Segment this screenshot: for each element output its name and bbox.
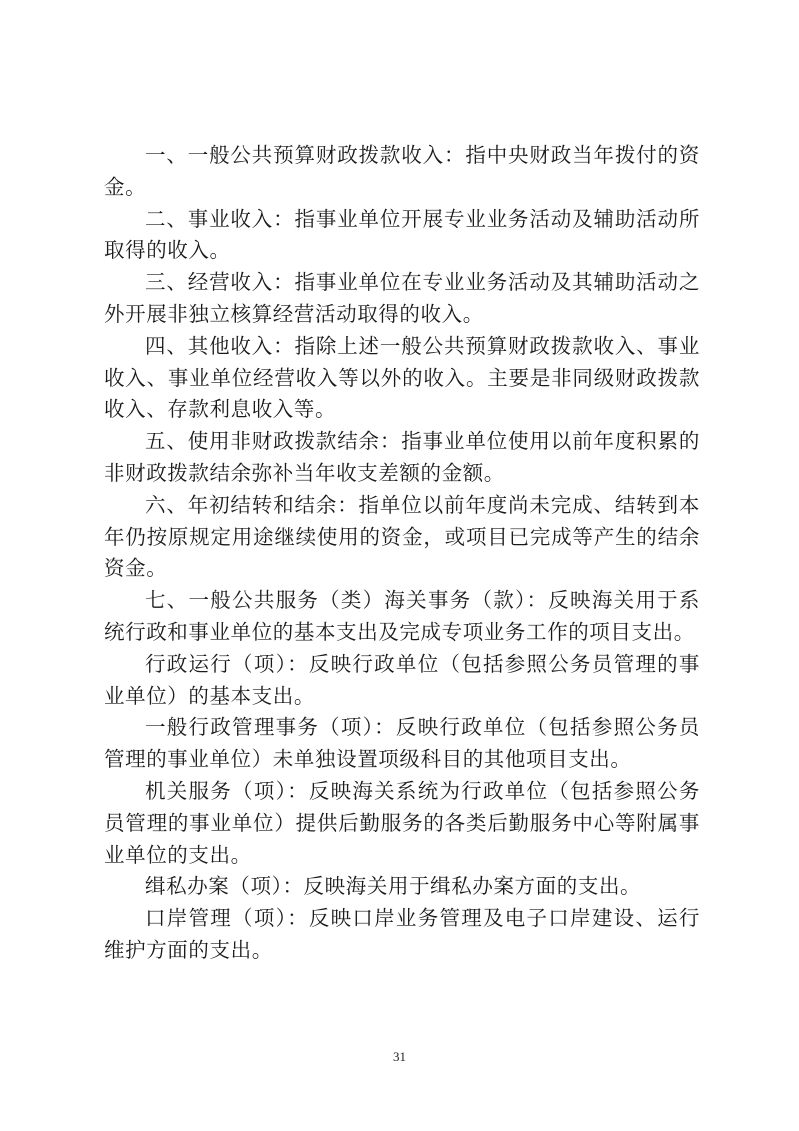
document-body bbox=[104, 140, 700, 967]
paragraph-anti-smuggling: 缉私办案（项）：反映海关用于缉私办案方面的支出。 bbox=[145, 874, 642, 899]
paragraph-general-administration: 一般行政管理事务（项）：反映行政单位（包括参照公务员管理的事业单位）未单独设置项级科目的其他项目支出。 bbox=[104, 715, 700, 772]
paragraph-customs-affairs: 七、一般公共服务（类）海关事务（款）：反映海关用于系统行政和事业单位的基本支出及完成专项业务工作的项目支出。 bbox=[104, 588, 700, 644]
paragraph-non-fiscal-surplus: 五、使用非财政拨款结余：指事业单位使用以前年度积累的非财政拨款结余弥补当年收支差额的金额。 bbox=[104, 429, 700, 485]
paragraph-agency-services: 机关服务（项）：反映海关系统为行政单位（包括参照公务员管理的事业单位）提供后勤服务的各类后勤服务中心等附属事业单位的支出。 bbox=[104, 778, 700, 867]
paragraph-carryover-surplus: 六、年初结转和结余：指单位以前年度尚未完成、结转到本年仍按原规定用途继续使用的资金，或项目已完成等产生的结余资金。 bbox=[104, 492, 700, 581]
paragraph-general-budget-revenue: 一、一般公共预算财政拨款收入：指中央财政当年拨付的资金。 bbox=[104, 143, 700, 199]
page-number: 31 bbox=[393, 1049, 406, 1064]
paragraph-administrative-operation: 行政运行（项）：反映行政单位（包括参照公务员管理的事业单位）的基本支出。 bbox=[104, 651, 700, 708]
paragraph-business-revenue: 二、事业收入：指事业单位开展专业业务活动及辅助活动所取得的收入。 bbox=[104, 206, 700, 263]
paragraph-other-revenue: 四、其他收入：指除上述一般公共预算财政拨款收入、事业收入、事业单位经营收入等以外的收入。主要是非同级财政拨款收入、存款利息收入等。 bbox=[104, 333, 700, 422]
paragraph-operating-revenue: 三、经营收入：指事业单位在专业业务活动及其辅助活动之外开展非独立核算经营活动取得的收入。 bbox=[104, 270, 700, 326]
paragraph-port-management: 口岸管理（项）：反映口岸业务管理及电子口岸建设、运行维护方面的支出。 bbox=[104, 906, 700, 962]
